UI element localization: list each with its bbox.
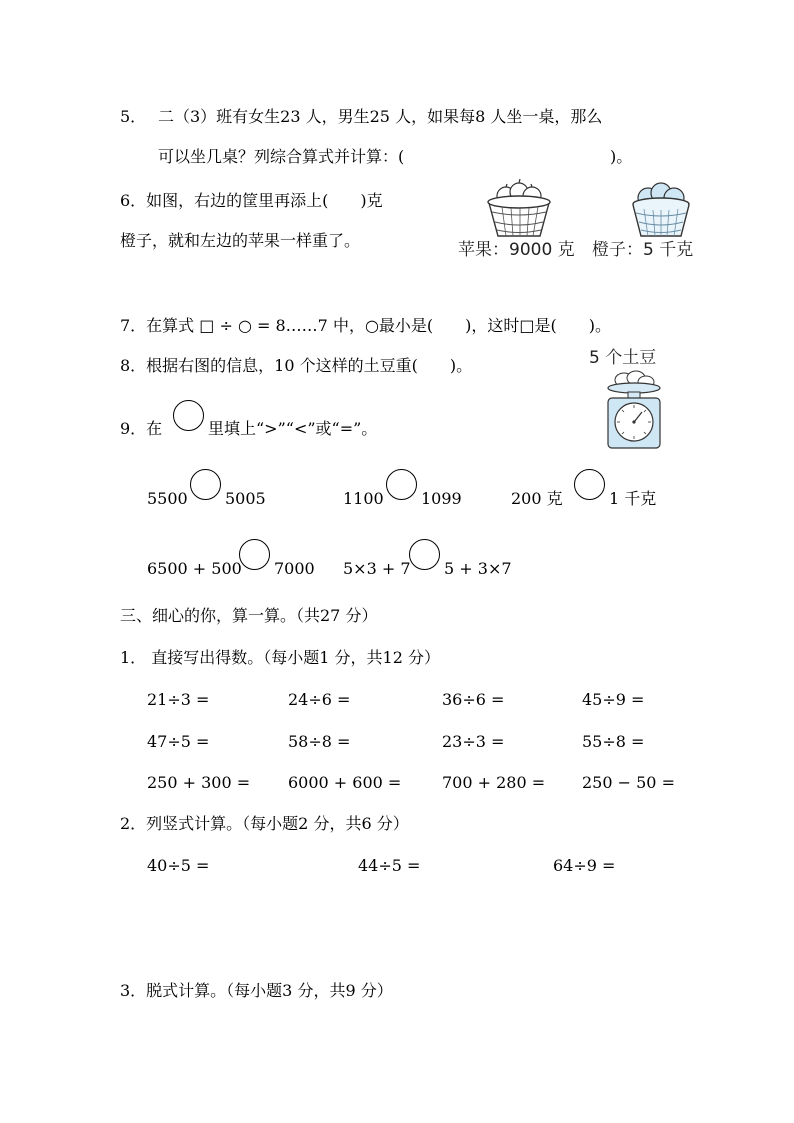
compare-left: 5500 — [147, 489, 188, 508]
scale-caption: 5 个土豆 — [589, 348, 657, 368]
compare-circle[interactable] — [239, 539, 270, 570]
compare-circle[interactable] — [409, 539, 440, 570]
apple-caption: 苹果：9000 克 — [458, 240, 575, 260]
part3-title: 3．脱式计算。（每小题3 分，共9 分） — [120, 981, 393, 1000]
q6-line1: 6．如图，右边的筐里再添上( )克 — [120, 191, 383, 210]
compare-right: 5005 — [225, 489, 266, 508]
oral-calc-item: 23÷3 = — [442, 732, 505, 751]
q5-line2-suffix: )。 — [610, 147, 633, 166]
compare-circle[interactable] — [574, 469, 605, 500]
q9-prefix: 9．在 — [120, 419, 163, 438]
compare-circle[interactable] — [386, 469, 417, 500]
oral-calc-item: 700 + 280 = — [442, 773, 546, 792]
oral-calc-item: 36÷6 = — [442, 690, 505, 709]
q5-number: 5． — [120, 107, 147, 126]
compare-right: 5 + 3×7 — [444, 559, 512, 578]
oral-calc-item: 58÷8 = — [288, 732, 351, 751]
q5-line1: 二（3）班有女生23 人，男生25 人，如果每8 人坐一桌，那么 — [158, 107, 603, 126]
oral-calc-item: 250 + 300 = — [147, 773, 251, 792]
potato-scale-icon — [604, 370, 664, 450]
compare-left: 5×3 + 7 — [343, 559, 411, 578]
compare-left: 6500 + 500 — [147, 559, 242, 578]
compare-circle[interactable] — [173, 400, 204, 431]
vertical-calc-item: 64÷9 = — [553, 856, 616, 875]
apple-basket-icon — [484, 178, 554, 240]
oral-calc-item: 45÷9 = — [582, 690, 645, 709]
oral-calc-item: 6000 + 600 = — [288, 773, 402, 792]
compare-left: 1100 — [343, 489, 384, 508]
oral-calc-item: 47÷5 = — [147, 732, 210, 751]
orange-caption: 橙子：5 千克 — [592, 240, 694, 260]
vertical-calc-item: 44÷5 = — [358, 856, 421, 875]
vertical-calc-item: 40÷5 = — [147, 856, 210, 875]
oral-calc-item: 250 − 50 = — [582, 773, 675, 792]
compare-circle[interactable] — [190, 469, 221, 500]
compare-right: 7000 — [274, 559, 315, 578]
compare-right: 1099 — [421, 489, 462, 508]
compare-right: 1 千克 — [609, 489, 657, 508]
q7-text: 7．在算式 □ ÷ ○ = 8……7 中，○最小是( )，这时□是( )。 — [120, 316, 611, 335]
oral-calc-item: 55÷8 = — [582, 732, 645, 751]
q9-suffix: 里填上“>”“<”或“=”。 — [208, 419, 378, 438]
section3-title: 三、细心的你，算一算。（共27 分） — [120, 606, 378, 625]
part2-title: 2．列竖式计算。（每小题2 分，共6 分） — [120, 814, 409, 833]
q5-line2-prefix: 可以坐几桌？列综合算式并计算：( — [158, 147, 405, 166]
part1-title: 1． 直接写出得数。（每小题1 分，共12 分） — [120, 648, 440, 667]
compare-left: 200 克 — [511, 489, 563, 508]
oral-calc-item: 24÷6 = — [288, 690, 351, 709]
orange-basket-icon — [630, 180, 692, 240]
oral-calc-item: 21÷3 = — [147, 690, 210, 709]
q8-text: 8．根据右图的信息，10 个这样的土豆重( )。 — [120, 356, 473, 375]
q6-line2: 橙子，就和左边的苹果一样重了。 — [120, 231, 361, 250]
